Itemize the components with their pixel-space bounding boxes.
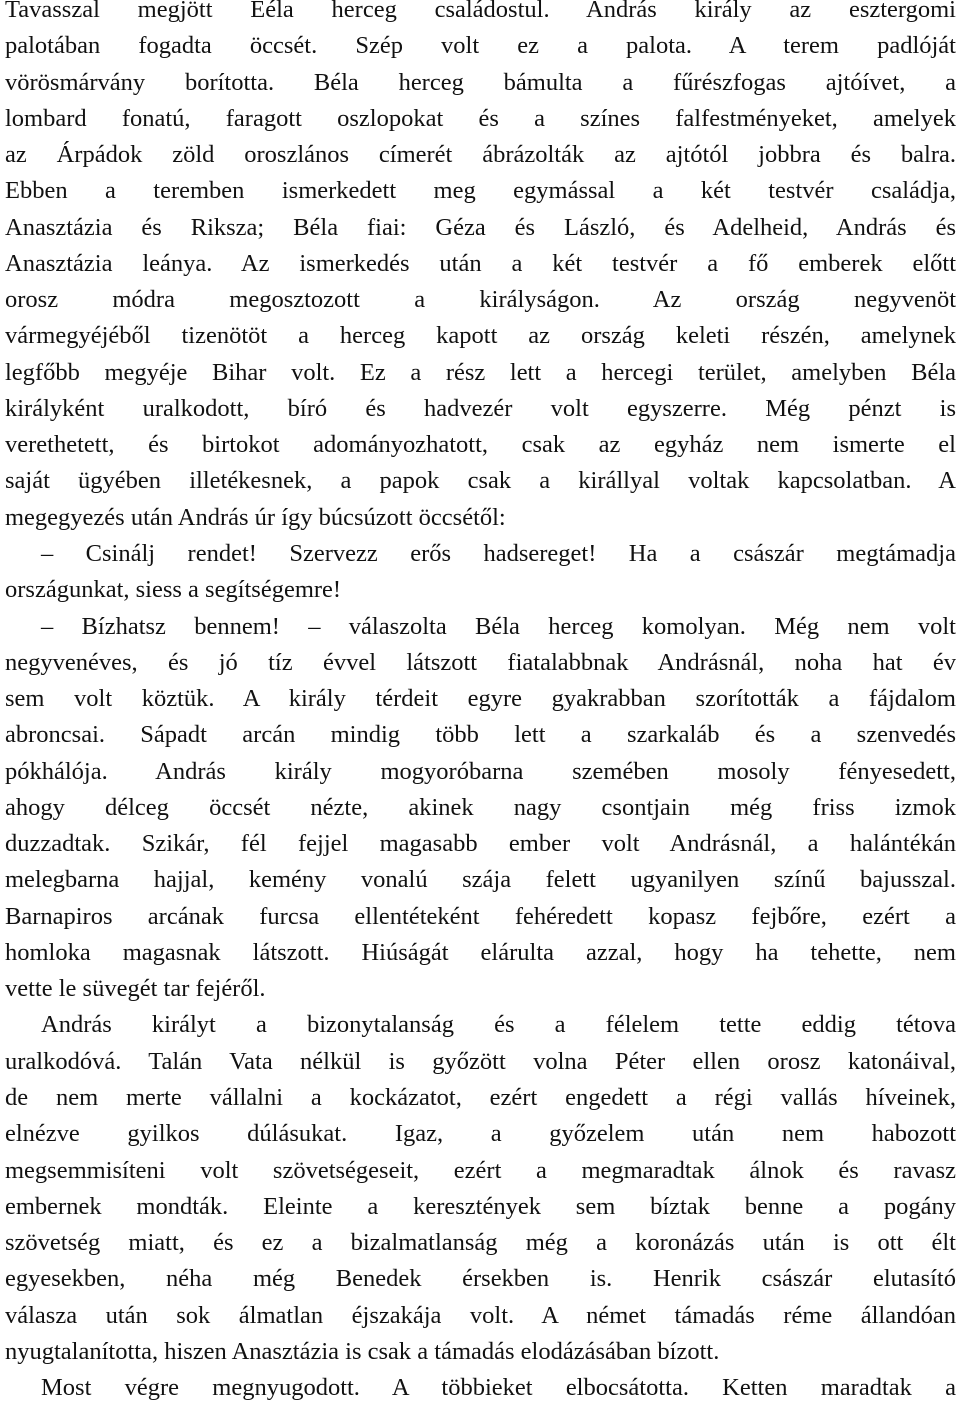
text-line: vette le süvegét tar fejéről. bbox=[5, 975, 266, 1003]
text-line: uralkodóvá. Talán Vata nélkül is győzött volna Péter ellen orosz katonáival, bbox=[5, 1047, 956, 1075]
text-line: elnézve gyilkos dúlásukat. Igaz, a győzelem után nem habozott bbox=[5, 1120, 956, 1148]
text-line: vörösmárvány borította. Béla herceg bámulta a fűrészfogas ajtóívet, a bbox=[5, 68, 956, 96]
text-line: palotában fogadta öccsét. Szép volt ez a palota. A terem padlóját bbox=[5, 32, 956, 60]
text-line: – Bízhatsz bennem! – válaszolta Béla herceg komolyan. Még nem volt bbox=[41, 612, 956, 640]
text-line: szövetség miatt, és ez a bizalmatlanság még a koronázás után is ott élt bbox=[5, 1229, 956, 1257]
text-line: – Csinálj rendet! Szervezz erős hadsereget! Ha a császár megtámadja bbox=[41, 539, 956, 567]
text-line: Ebben a teremben ismerkedett meg egymással a két testvér családja, bbox=[5, 177, 956, 205]
text-line: orosz módra megosztozott a királyságon. Az ország negyvenöt bbox=[5, 286, 956, 314]
text-line: vármegyéjéből tizenötöt a herceg kapott az ország keleti részén, amelynek bbox=[5, 322, 956, 350]
text-line: legfőbb megyéje Bihar volt. Ez a rész lett a hercegi terület, amelyben Béla bbox=[5, 358, 956, 386]
text-line: lombard fonatú, faragott oszlopokat és a színes falfestményeket, amelyek bbox=[5, 104, 956, 132]
text-line: sem volt köztük. A király térdeit egyre gyakrabban szorították a fájdalom bbox=[5, 685, 956, 713]
text-line: megegyezés után András úr így búcsúzott öccsétől: bbox=[5, 503, 506, 531]
text-line: embernek mondták. Eleinte a keresztények sem bíztak benne a pogány bbox=[5, 1192, 956, 1220]
text-line: Tavasszal megjött Eéla herceg családostul. András király az esztergomi bbox=[5, 0, 956, 23]
text-line: Most végre megnyugodott. A többieket elbocsátotta. Ketten maradtak a bbox=[41, 1374, 956, 1402]
text-line: ahogy délceg öccsét nézte, akinek nagy csontjain még friss izmok bbox=[5, 793, 956, 821]
text-line: duzzadtak. Szikár, fél fejjel magasabb ember volt Andrásnál, a halántékán bbox=[5, 830, 956, 858]
text-line: pókhálója. András király mogyoróbarna szemében mosoly fényesedett, bbox=[5, 757, 956, 785]
text-line: negyvenéves, és jó tíz évvel látszott fiatalabbnak Andrásnál, noha hat év bbox=[5, 648, 956, 676]
text-line: Anasztázia leánya. Az ismerkedés után a két testvér a fő emberek előtt bbox=[5, 249, 956, 277]
text-line: András királyt a bizonytalanság és a félelem tette eddig tétova bbox=[41, 1011, 956, 1039]
text-line: egyesekben, néha még Benedek érsekben is. Henrik császár elutasító bbox=[5, 1265, 956, 1293]
text-line: abroncsai. Sápadt arcán mindig több lett a szarkaláb és a szenvedés bbox=[5, 721, 956, 749]
text-line: de nem merte vállalni a kockázatot, ezért engedett a régi vallás híveinek, bbox=[5, 1083, 956, 1111]
text-line: királyként uralkodott, bíró és hadvezér volt egyszerre. Még pénzt is bbox=[5, 394, 956, 422]
text-line: Barnapiros arcának furcsa ellentéteként fehéredett kopasz fejbőre, ezért a bbox=[5, 902, 956, 930]
text-line: országunkat, siess a segítségemre! bbox=[5, 576, 342, 604]
text-line: az Árpádok zöld oroszlános címerét ábrázolták az ajtótól jobbra és balra. bbox=[5, 141, 956, 169]
text-line: Anasztázia és Riksza; Béla fiai: Géza és László, és Adelheid, András és bbox=[5, 213, 956, 241]
text-line: melegbarna hajjal, kemény vonalú szája felett ugyanilyen színű bajusszal. bbox=[5, 866, 956, 894]
text-line: nyugtalanította, hiszen Anasztázia is csak a támadás elodázásában bízott. bbox=[5, 1337, 720, 1365]
text-line: homloka magasnak látszott. Hiúságát elárulta azzal, hogy ha tehette, nem bbox=[5, 938, 956, 966]
text-line: saját ügyében illetékesnek, a papok csak a királlyal voltak kapcsolatban. A bbox=[5, 467, 956, 495]
text-line: megsemmisíteni volt szövetségeseit, ezért a megmaradtak álnok és ravasz bbox=[5, 1156, 956, 1184]
text-line: verethetett, és birtokot adományozhatott, csak az egyház nem ismerte el bbox=[5, 431, 956, 459]
text-line: válasza után sok álmatlan éjszakája volt. A német támadás réme állandóan bbox=[5, 1301, 956, 1329]
